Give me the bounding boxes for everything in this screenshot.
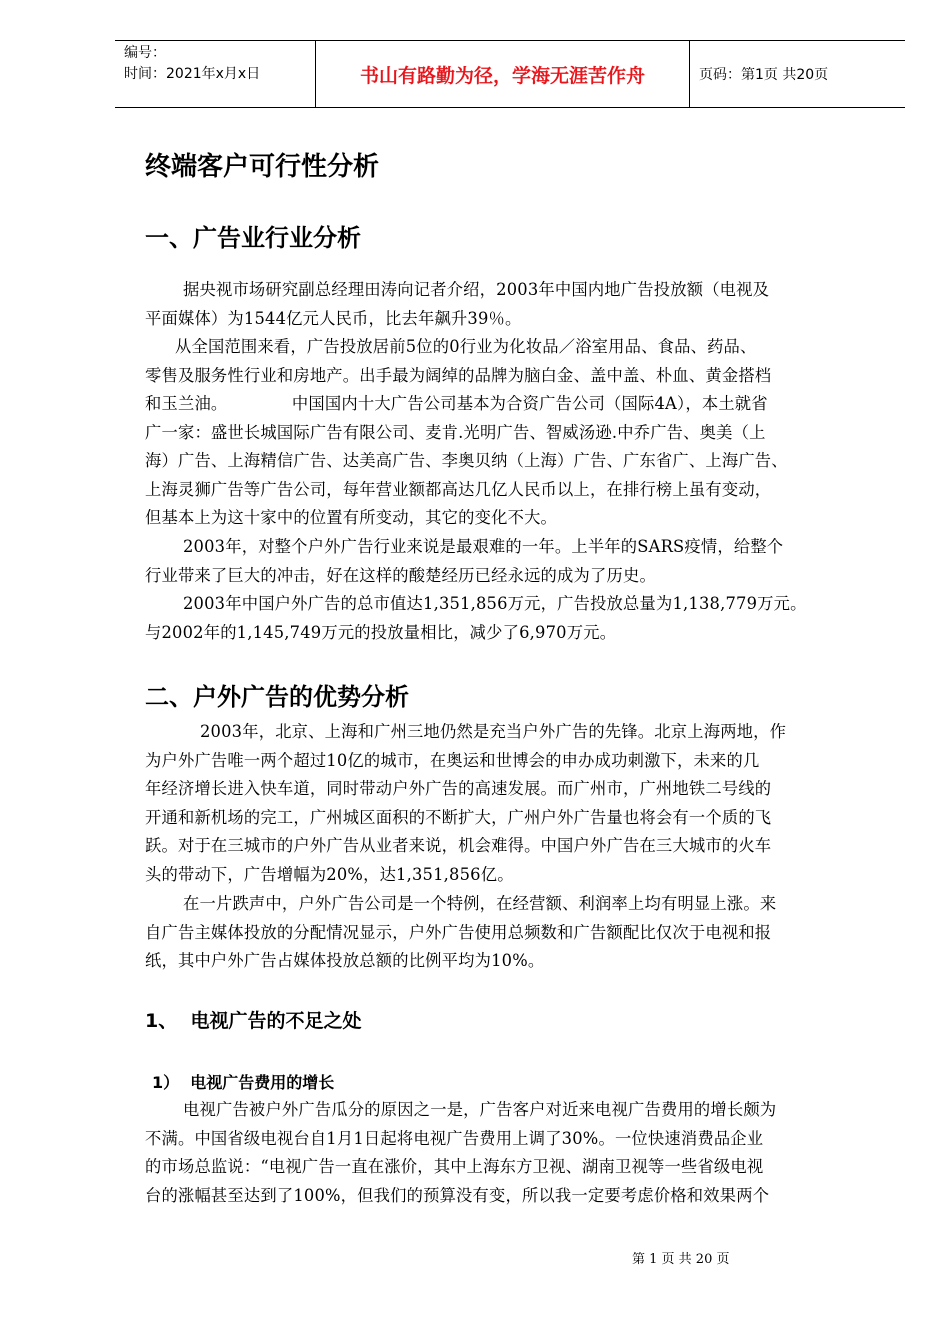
paragraph-line: 纸，其中户外广告占媒体投放总额的比例平均为10%。 <box>145 951 545 970</box>
paragraph <box>145 533 885 590</box>
paragraph-line: 海）广告、上海精信广告、达美高广告、李奥贝纳（上海）广告、广东省广、上海广告、 <box>145 451 788 470</box>
paragraph <box>145 333 885 533</box>
paragraph-line: 台的涨幅甚至达到了100%，但我们的预算没有变，所以我一定要考虑价格和效果两个 <box>145 1185 770 1205</box>
paragraph-line: 广一家：盛世长城国际广告有限公司、麦肯.光明广告、智威汤逊.中乔广告、奥美（上 <box>145 422 766 442</box>
paragraph <box>145 890 885 976</box>
paragraph-line: 和玉兰油。 中国国内十大广告公司基本为合资广告公司（国际4A），本土就省 <box>145 394 768 413</box>
subsection-title-tv: 1、 电视广告的不足之处 <box>145 1010 362 1032</box>
paragraph-line: 但基本上为这十家中的位置有所变动，其它的变化不大。 <box>145 508 558 527</box>
paragraph-line: 从全国范围来看，广告投放居前5位的0行业为化妆品／浴室用品、食品、药品、 <box>175 337 757 356</box>
paragraph-line: 自广告主媒体投放的分配情况显示，户外广告使用总频数和广告额配比仅次于电视和报 <box>145 922 772 942</box>
paragraph-line: 跃。对于在三城市的户外广告从业者来说，机会难得。中国户外广告在三大城市的火车 <box>145 836 772 855</box>
paragraph-line: 据央视市场研究副总经理田涛向记者介绍，2003年中国内地广告投放额（电视及 <box>183 280 770 299</box>
header-meta <box>115 41 316 107</box>
paragraph-line: 零售及服务性行业和房地产。出手最为阔绰的品牌为脑白金、盖中盖、朴血、黄金搭档 <box>145 365 772 385</box>
paragraph-line: 年经济增长进入快车道，同时带动户外广告的高速发展。而广州市，广州地铁二号线的 <box>145 779 772 798</box>
paragraph-line: 开通和新机场的完工，广州城区面积的不断扩大，广州户外广告量也将会有一个质的飞 <box>145 807 772 827</box>
paragraph-line: 的市场总监说：“电视广告一直在涨价，其中上海东方卫视、湖南卫视等一些省级电视 <box>145 1157 764 1176</box>
paragraph-line: 2003年，对整个户外广告行业来说是最艰难的一年。上半年的SARS疫情，给整个 <box>183 537 784 556</box>
paragraph <box>145 718 885 889</box>
paragraph-line: 与2002年的1,145,749万元的投放量相比，减少了6,970万元。 <box>145 622 617 642</box>
document-number: 编号： <box>124 45 166 61</box>
header-table <box>115 40 905 108</box>
paragraph <box>145 590 885 647</box>
paragraph-line: 不满。中国省级电视台自1月1日起将电视广告费用上调了30%。一位快速消费品企业 <box>145 1128 764 1148</box>
paragraph-line: 在一片跌声中，户外广告公司是一个特例，在经营额、利润率上均有明显上涨。来 <box>183 894 777 913</box>
paragraph-line: 为户外广告唯一两个超过10亿的城市，在奥运和世博会的申办成功刺激下，未来的几 <box>145 750 760 770</box>
document-title: 终端客户可行性分析 <box>145 152 380 182</box>
paragraph-line: 2003年中国户外广告的总市值达1,351,856万元，广告投放总量为1,138,779万元。 <box>183 594 807 613</box>
header-motto: 书山有路勤为径，学海无涯苦作舟 <box>316 41 690 107</box>
header-page-info: 页码：第1页 共20页 <box>699 67 829 83</box>
paragraph-line: 上海灵狮广告等广告公司，每年营业额都高达几亿人民币以上，在排行榜上虽有变动， <box>145 479 772 499</box>
section-title-industry: 一、广告业行业分析 <box>145 224 361 252</box>
paragraph-line: 电视广告被户外广告瓜分的原因之一是，广告客户对近来电视广告费用的增长颇为 <box>183 1100 777 1119</box>
paragraph <box>145 276 885 333</box>
subsubsection-title-tv-cost: 1） 电视广告费用的增长 <box>152 1073 335 1092</box>
paragraph-line: 2003年，北京、上海和广州三地仍然是充当户外广告的先锋。北京上海两地，作 <box>200 722 787 741</box>
paragraph-line: 头的带动下，广告增幅为20%，达1,351,856亿。 <box>145 864 514 884</box>
paragraph-line: 平面媒体）为1544亿元人民币，比去年飙升39％。 <box>145 308 522 328</box>
paragraph-line: 行业带来了巨大的冲击，好在这样的酸楚经历已经永远的成为了历史。 <box>145 565 656 585</box>
document-time: 时间：2021年x月x日 <box>124 66 261 82</box>
paragraph <box>145 1096 885 1210</box>
page-footer: 第 1 页 共 20 页 <box>632 1252 730 1267</box>
section-title-outdoor: 二、户外广告的优势分析 <box>145 683 409 711</box>
